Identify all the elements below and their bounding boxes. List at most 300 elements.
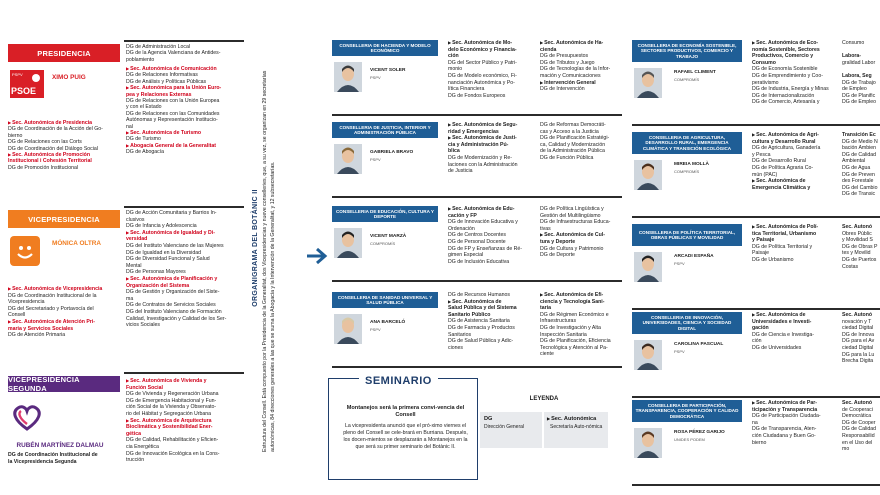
sec-item: ▶ Sec. Autonómica de Atención Pri-	[8, 319, 122, 326]
sec-item: Salud Pública y del Sistema	[448, 305, 517, 312]
councillor-party: PSPV	[370, 75, 381, 80]
vicepresidencia-header: VICEPRESIDENCIA	[8, 210, 120, 228]
dg-item: DG de Trabajo	[842, 79, 876, 86]
vicepresidencia-logo	[10, 236, 50, 268]
dg-item: DG de Contratos de Servicios Sociales	[126, 302, 216, 309]
sec-item: ▶ Sec. Autonómica de Vivienda y	[126, 378, 248, 385]
sec-item: tica Territorial, Urbanismo	[752, 230, 817, 237]
dg-item: DG de Coordinación del Diálogo Social	[8, 145, 98, 152]
councillor-party: PSPV	[370, 157, 381, 162]
dg-item: y con el Estado	[126, 104, 162, 111]
party-logo-pspv: PSPV	[12, 72, 23, 77]
conselleria-list-cut	[842, 132, 880, 198]
sec-item: Organización del Sistema	[126, 282, 190, 289]
dg-item: DG de Personal Docente	[448, 238, 506, 245]
dg-item: DG de Innova	[842, 331, 875, 338]
conselleria-list	[752, 132, 840, 191]
dg-item: DG de Innovación Ecológica en la Cons-	[126, 450, 220, 457]
dg-item: Mental	[126, 262, 142, 269]
conselleria-header: CONSELLERIA DE INNOVACIÓN, UNIVERSIDADES, CIENCIA Y SOCIEDAD DIGITAL	[632, 312, 742, 334]
dg-item: DG de Política Territorial y	[752, 243, 813, 250]
dg-item: DG de Agricultura, Ganadería	[752, 145, 821, 152]
dg-item: Consumo	[842, 40, 865, 46]
dg-item: vicios Sociales	[126, 322, 161, 329]
dg-item: Ordenación	[448, 225, 475, 232]
dg-item: DG de Empleo	[842, 99, 877, 106]
dg-item: DG de la Agencia Valenciana de Antides-	[126, 50, 221, 57]
dg-item: DG de Salud Pública y Adic-	[448, 338, 514, 345]
dg-item: nanciación Autonómica y Po-	[448, 79, 515, 86]
dg-item: DG de Urbanismo	[752, 256, 794, 263]
presidencia-header: PRESIDENCIA	[8, 44, 120, 62]
dg-item: poblamiento	[126, 56, 155, 63]
vicesegunda-person-name: RUBÉN MARTÍNEZ DALMAU	[16, 442, 104, 449]
divider	[632, 216, 880, 218]
conselleria-list-b	[540, 40, 626, 93]
conselleria-list	[752, 224, 840, 264]
seminario-title: SEMINARIO	[359, 375, 438, 387]
councillor-name: MIREIA MOLLÀ	[674, 162, 709, 167]
legend-sec-text: Secretaría Auto-nómica	[550, 424, 603, 430]
legend-dg	[480, 412, 542, 448]
dg-item: ciedad Digital	[842, 344, 874, 351]
vertical-intro	[248, 38, 308, 458]
councillor-photo	[334, 314, 362, 344]
dg-item: DG de Política Lingüística y	[540, 206, 604, 212]
dg-item: DG de Turismo	[126, 136, 161, 143]
dg-item: DG de Relaciones con las Comunidades	[126, 110, 220, 117]
vicesegunda-header: VICEPRESIDENCIA SEGUNDA	[8, 376, 120, 392]
divider	[332, 366, 622, 368]
dg-item: DG de Promoción Institucional	[8, 164, 79, 171]
dg-item: DG de Calidad	[842, 426, 877, 433]
dg-item: y Movilidad S	[842, 237, 873, 244]
dg-item: DG de Planificación, Eficiencia	[540, 338, 611, 345]
sec-item: ▶ Sec. Autonómica de Planificación y	[126, 276, 248, 283]
dg-item: ción Ciudadana y Buen Go-	[752, 432, 816, 439]
dg-item: mún (PAC)	[752, 171, 778, 178]
dg-item: DG del Cambio	[842, 184, 878, 191]
org-chart-title: ORGANIGRAMA DEL BOTÀNIC II	[252, 189, 259, 307]
dg-item: DG de Planificación Estratégi-	[540, 135, 610, 142]
sec-item: Sanitario Público	[448, 311, 491, 318]
sec-item: Universidades e Investi-	[752, 318, 812, 325]
divider	[124, 372, 244, 374]
conselleria-list-cut	[842, 224, 880, 270]
councillor-photo	[334, 144, 362, 174]
dg-item: de Cooperaci	[842, 406, 873, 413]
sec-item: gación	[752, 325, 769, 332]
sec-item: ▶ Sec. Autonómica de Agri-	[752, 132, 840, 139]
sec-item: gética	[126, 430, 141, 437]
councillor-name: VICENT MARZÀ	[370, 234, 407, 239]
conselleria-list-a	[448, 292, 538, 351]
dg-item: na	[752, 419, 758, 426]
conselleria-list-a	[448, 206, 538, 265]
sec-item: ▶ Sec. Autonómica de Arquitectura	[126, 418, 248, 425]
dg-item: DG de Modelo económico, Fi-	[448, 72, 517, 79]
dg-item	[842, 66, 880, 73]
dg-item: DG de Transic	[842, 191, 876, 198]
dg-item: DG de Industria, Energía y Minas	[752, 86, 829, 93]
dg-item: DG para la Lu	[842, 351, 875, 358]
dg-item: Transición Ec	[842, 132, 876, 138]
sec-item: ▶ Sec. Autonómica de Igualdad y Di-	[126, 230, 248, 237]
sec-item: ridad y Emergencias	[448, 128, 499, 135]
sec-item: ▶ Sec. Autonómica de Presidencia	[8, 120, 122, 126]
dg-item: de Empleo	[842, 86, 867, 93]
party-logo-psoe: PSOE	[11, 86, 37, 96]
dg-item: cas y Acceso a la Justicia	[540, 128, 599, 135]
sec-item: ción	[448, 53, 459, 60]
dg-item: DG de Calidad, Rehabilitación y Eficien-	[126, 437, 219, 444]
sec-item: Productivos, Comercio y	[752, 53, 814, 60]
councillor-name: RAFAEL CLIMENT	[674, 70, 716, 75]
divider	[632, 124, 880, 126]
conselleria-list	[752, 400, 840, 446]
dg-item: DG de Recursos Humanos	[448, 292, 510, 298]
conselleria-list	[752, 40, 840, 106]
sec-item: ▶ Sec. Autonómica de	[752, 312, 840, 319]
dg-item: de la Administración Pública	[540, 148, 605, 155]
dg-item: DG de Igualdad en la Diversidad	[126, 249, 201, 256]
dg-item: Consell	[8, 312, 26, 319]
councillor-photo	[634, 340, 662, 370]
dg-item: DG de Relaciones con las Corts	[8, 139, 82, 146]
councillor-party: COMPROMÍS	[674, 77, 700, 82]
sec-item: ciencia y Tecnología Sani-	[540, 298, 605, 305]
sec-item: versidad	[126, 236, 148, 243]
dg-item: DG de Investigación y Alta	[540, 324, 601, 331]
dg-item: mación y Comunicaciones	[540, 72, 601, 79]
dg-item: DG de Abogacía	[126, 149, 165, 156]
dg-item: DG del Instituto Valenciano de Formación	[126, 308, 222, 315]
dg-item: DG de Economía Sostenible	[752, 66, 818, 73]
conselleria-list-a	[448, 40, 538, 99]
divider	[124, 206, 244, 208]
dg-item: DG de Cultura y Patrimonio	[540, 245, 604, 252]
dg-item: DG de Fondos Europeos	[448, 92, 506, 99]
org-chart-description: Estructura del Consell. Está compuesto por la Presidencia de la Generalitat, dos Vicepresidencias y nueve conselleries, que, a su vez, se organizan en 29 secretarías autonómicas, 84 direcciones generales a las que se suma la Abogacía y la Intervención de la Generalitat, y 12 subsecretarías.	[262, 70, 276, 452]
conselleria-header: CONSELLERIA DE ECONOMÍA SOSTENIBLE, SECTORES PRODUCTIVOS, COMERCIO Y TRABAJO	[632, 40, 742, 62]
vicesegunda-list-1	[8, 452, 122, 465]
dg-item: DG de Análisis y Políticas Públicas	[126, 78, 207, 85]
dg-item: DG de Tributos y Juego	[540, 59, 595, 66]
sec-item: nomía Sostenible, Sectores	[752, 46, 820, 53]
dg-item: trucción	[126, 457, 145, 464]
dg-item: Labora-	[842, 53, 862, 60]
dg-item: ciente	[540, 351, 554, 358]
sec-item: ▶ Abogacía General de la Generalitat	[126, 143, 248, 149]
dg-item: DG para el Av	[842, 338, 875, 345]
dg-item: Vicepresidencia	[8, 299, 45, 306]
conselleria-header: CONSELLERIA DE HACIENDA Y MODELO ECONÓMICO	[332, 40, 438, 56]
dg-item: bierno	[8, 132, 23, 139]
divider	[332, 114, 622, 116]
dg-item: monio	[448, 66, 463, 73]
councillor-party: COMPROMÍS	[674, 169, 700, 174]
dg-item: DG del Secretariado y Portavocía del	[8, 305, 94, 312]
dg-item: ciones	[448, 344, 463, 351]
dg-item: perativismo	[752, 79, 779, 86]
dg-item: Brecha Digita	[842, 358, 874, 365]
councillor-photo	[634, 68, 662, 98]
conselleria-list-cut	[842, 312, 880, 365]
sec-item: ▶ Sec. Autonómica de Segu-	[448, 122, 538, 129]
conselleria-list-b	[540, 122, 626, 162]
legend	[480, 394, 608, 454]
dg-item: DG de Asistencia Sanitaria	[448, 318, 510, 325]
conselleria-header: CONSELLERIA DE JUSTICIA, INTERIOR Y ADMINISTRACIÓN PÚBLICA	[332, 122, 438, 138]
dg-item: DG de Comercio, Artesanía y	[752, 99, 820, 106]
divider	[332, 196, 622, 198]
sec-item: ▶ Sec. Autonómica de Efi-	[540, 292, 626, 299]
presidencia-list-2	[126, 66, 248, 156]
dg-item: DG de Infraestructuras Educa-	[540, 219, 611, 226]
dg-item: DG del Sector Público y Patri-	[448, 59, 517, 66]
dg-item: Responsabilid	[842, 432, 875, 439]
dg-item: DG de Transparencia, Aten-	[752, 426, 817, 433]
councillor-name: ARCADI ESPAÑA	[674, 254, 714, 259]
dg-item: ma	[126, 295, 134, 302]
dg-item: DG de Planific	[842, 92, 876, 99]
councillor-party: PSPV	[674, 349, 685, 354]
conselleria-list-a	[448, 122, 538, 175]
dg-item: DG de Puertos	[842, 256, 877, 263]
dg-item: des Forestale	[842, 178, 874, 185]
dg-item: lítica Financiera	[448, 86, 485, 93]
conselleria-header: CONSELLERIA DE AGRICULTURA, DESARROLLO RURAL, EMERGENCIA CLIMÁTICA Y TRANSICIÓN ECOLÓGICA	[632, 132, 742, 154]
sec-item: delo Económico y Financia-	[448, 46, 517, 53]
vicepresidencia-person-name: MÓNICA OLTRA	[52, 240, 101, 247]
dg-item	[842, 47, 880, 54]
dg-item: DG de Desarrollo Rural	[752, 158, 806, 165]
dg-item: DG de Inclusión Educativa	[448, 258, 510, 265]
dg-item: DG de Ciencia e Investiga-	[752, 331, 814, 338]
sec-item: cación y FP	[448, 212, 477, 219]
dg-item: DG de Deporte	[540, 252, 575, 259]
dg-item: cia Energética	[126, 443, 159, 450]
dg-item: DG de Intervención	[540, 86, 585, 93]
dg-item: Tecnológica y Atención al Pa-	[540, 344, 608, 351]
sec-item: taria	[540, 305, 551, 312]
sec-item: cultura y Desarrollo Rural	[752, 138, 816, 145]
dg-item: DG de Diversidad Funcional y Salud	[126, 256, 210, 263]
sec-item: ▶ Sec. Autonómica de Promoción	[8, 152, 122, 158]
conselleria-list-cut	[842, 400, 880, 453]
dg-item: gralidad Labor	[842, 59, 876, 66]
sec-item: Bioclimática y Sostenibilidad Ener-	[126, 424, 213, 431]
dg-item: gimen Especial	[448, 252, 484, 259]
vicesegunda-logo	[10, 402, 50, 434]
dg-item: DG de Coordinación Institucional de la	[8, 292, 97, 299]
dg-item: Sec. Autonó	[842, 400, 873, 406]
dg-item: DG de Infancia y Adolescencia	[126, 223, 197, 230]
sec-item: ▶ Sec. Autonómica de Justi-	[448, 135, 538, 142]
dg-item: novación y T	[842, 318, 872, 325]
dg-item: DG de Medio N	[842, 138, 878, 145]
councillor-party: UNIDES PODEM	[674, 437, 705, 442]
presidencia-person-name: XIMO PUIG	[52, 74, 86, 81]
seminario-subtitle: Montanejos será la primera convi-vencia del Consell	[346, 405, 465, 418]
dg-item: Labora, Seg	[842, 72, 872, 79]
dg-item: Sec. Autonó	[842, 312, 873, 318]
conselleria-list-cut	[842, 40, 880, 106]
vicepresidencia-list-1	[8, 286, 122, 339]
councillor-photo	[334, 228, 362, 258]
sec-item: ▶ Sec. Autonómica para la Unión Euro-	[126, 85, 248, 91]
councillor-photo	[634, 428, 662, 458]
dg-item: y Pesca	[752, 151, 771, 158]
conselleria-header: CONSELLERIA DE POLÍTICA TERRITORIAL, OBRAS PÚBLICAS Y MOVILIDAD	[632, 224, 742, 246]
dg-item: DG de Personas Mayores	[126, 269, 186, 276]
dg-item: la Vicepresidencia Segunda	[8, 458, 77, 465]
sec-item: ▶ Sec. Autonómica de Cul-	[540, 232, 626, 239]
presidencia-list-1	[8, 120, 122, 171]
seminario-body: La vicepresidenta anunció que el pró-ximo viernes el pleno del Consell se cele-brará en Burriana. Después, los docen-mientos se desplazarán a Montanejos en la que será su primer seminario del Botànic II.	[343, 423, 468, 450]
conselleria-list	[752, 312, 840, 352]
sec-item: ▶ Sec. Autonómica de Par-	[752, 400, 840, 407]
dg-item: mo	[842, 446, 850, 453]
sec-item: ▶ Intervención General	[540, 80, 626, 87]
conselleria-header: CONSELLERIA DE PARTICIPACIÓN, TRANSPARENCIA, COOPERACIÓN Y CALIDAD DEMOCRÁTICA	[632, 400, 742, 422]
sec-item: cia y Administración Pú-	[448, 141, 509, 148]
vicepresidencia-list-2	[126, 210, 248, 329]
sec-item: ▶ Sec. Autonómica de Turismo	[126, 130, 248, 136]
dg-item: bación Ambien	[842, 145, 877, 152]
dg-item: Autónomas y Representación Institucio-	[126, 117, 218, 124]
sec-item: ▶ Sec. Autonómica de Mo-	[448, 40, 538, 47]
dg-item: DG de Emergencia Habitacional y Fun-	[126, 397, 217, 404]
dg-item: DG de Preven	[842, 171, 875, 178]
dg-item: DG del Instituto Valenciano de las Mujeres	[126, 242, 224, 249]
dg-item: DG de Agua	[842, 164, 871, 171]
councillor-photo	[634, 160, 662, 190]
dg-item: laciones con la Administración	[448, 161, 518, 168]
compromis-logo-icon	[10, 236, 40, 266]
dg-item: Obres Públic	[842, 230, 872, 237]
dg-item: ción	[752, 338, 762, 345]
councillor-photo	[634, 252, 662, 282]
councillor-name: ANA BARCELÓ	[370, 320, 406, 325]
dg-item: Inspección Sanitaria	[540, 331, 587, 338]
dg-item: ción Social de la Vivienda y Observato-	[126, 404, 217, 411]
dg-item: DG de Presupuestos	[540, 53, 589, 60]
dg-item: ciedad Digital	[842, 325, 874, 332]
dg-item: DG de Relaciones Informativas	[126, 72, 198, 79]
dg-item: Ambiental	[842, 158, 866, 165]
podem-heart-icon	[10, 402, 44, 432]
dg-item: DG de Atención Primaria	[8, 332, 66, 339]
divider	[332, 280, 622, 282]
presidencia-top-list	[126, 44, 248, 63]
divider	[632, 308, 880, 310]
legend-title: LEYENDA	[529, 396, 559, 402]
dg-item: ca, Calidad y Modernización	[540, 141, 606, 148]
sec-item: blica	[448, 148, 460, 155]
conselleria-list-b	[540, 292, 626, 358]
legend-sec	[544, 412, 608, 448]
dg-item: Costas	[842, 263, 859, 270]
councillor-party: PSPV	[674, 261, 685, 266]
councillor-party: COMPROMÍS	[370, 241, 396, 246]
dg-item: Calidad, Investigación y Calidad de los Ser-	[126, 315, 227, 322]
sec-item: ▶ Sec. Autonómica de Ha-	[540, 40, 626, 47]
dg-item: en el Uso del	[842, 439, 873, 446]
sec-item: Función Social	[126, 384, 163, 391]
dg-item: rio del Hábitat y Segregación Urbana	[126, 410, 212, 417]
dg-item: DG de Emprendimiento y Coo-	[752, 72, 823, 79]
sec-item: ▶ Sec. Autonómica de	[448, 299, 538, 306]
sec-item: Institucional i Cohesión Territorial	[8, 158, 92, 165]
sec-item: ▶ Sec. Autonómica de Polí-	[752, 224, 840, 231]
dg-item: DG de Modernización y Re-	[448, 154, 513, 161]
dg-item: DG de Coordinación de la Acción del Go-	[8, 126, 103, 133]
sec-item: tura y Deporte	[540, 238, 576, 245]
conselleria-header: CONSELLERIA DE EDUCACIÓN, CULTURA Y DEPORTE	[332, 206, 438, 222]
sec-item: Emergencia Climática y	[752, 184, 811, 191]
councillor-photo	[334, 62, 362, 92]
sec-item: y Paisaje	[752, 237, 775, 244]
dg-item: DG de Coordinación Institucional de	[8, 452, 98, 458]
dg-item: Paisaje	[752, 250, 770, 257]
dg-item: DG de Universidades	[752, 344, 802, 351]
vicesegunda-list-2	[126, 378, 248, 464]
dg-item: bierno	[752, 439, 767, 446]
sec-item: Consumo	[752, 59, 776, 66]
dg-item: Infraestructuras	[540, 318, 577, 325]
dg-item: tivas	[540, 225, 551, 232]
sec-item: ▶ Sec. Autonómica de Edu-	[448, 206, 538, 213]
sec-item: maria y Servicios Sociales	[8, 325, 74, 332]
dg-item: DG de Internacionalización	[752, 92, 815, 99]
dg-item: DG de Régimen Económico e	[540, 311, 609, 318]
legend-dg-label: DG	[484, 416, 493, 422]
sec-item: ▶ Sec. Autonómica de Vicepresidencia	[8, 286, 122, 293]
seminario-box	[328, 375, 478, 480]
legend-sec-label: ▶ Sec. Autonómica	[547, 416, 596, 422]
dg-item: DG de Gestión y Organización del Siste-	[126, 289, 220, 296]
sec-item: cienda	[540, 46, 557, 53]
sec-item: pea y Relaciones Externas	[126, 91, 192, 98]
divider	[632, 484, 880, 486]
sec-item: ▶ Sec. Autonómica de Eco-	[752, 40, 840, 47]
dg-item: DG de Vivienda y Regeneración Urbana	[126, 391, 219, 398]
dg-item: Gestión del Multilingüismo	[540, 212, 601, 219]
rose-icon	[32, 74, 40, 82]
dg-item: DG de Participación Ciudada-	[752, 413, 821, 420]
dg-item: Democrática	[842, 413, 872, 420]
arrow-right-icon	[306, 246, 328, 266]
sec-item: ticipación y Transparencia	[752, 406, 818, 413]
dg-item: DG de Política Agraria Co-	[752, 164, 814, 171]
divider	[124, 40, 244, 42]
councillor-name: CAROLINA PASCUAL	[674, 342, 724, 347]
dg-item: de Justicia	[448, 168, 473, 175]
dg-item: tes y Movilid	[842, 250, 871, 257]
dg-item: DG de Administración Local	[126, 44, 191, 50]
councillor-name: VICENT SOLER	[370, 68, 406, 73]
councillor-name: GABRIELA BRAVO	[370, 150, 414, 155]
dg-item: DG de Farmacia y Productos	[448, 324, 515, 331]
dg-item: DG de Reformas Democráti-	[540, 122, 606, 128]
conselleria-list-b	[540, 206, 626, 259]
dg-item: DG de Cooper	[842, 419, 876, 426]
dg-item: nal	[126, 123, 133, 130]
dg-item: DG de FP y Enseñanzas de Ré-	[448, 245, 523, 252]
dg-item: DG de Función Pública	[540, 154, 594, 161]
dg-item: DG de Acción Comunitaria y Barrios In-	[126, 210, 217, 216]
